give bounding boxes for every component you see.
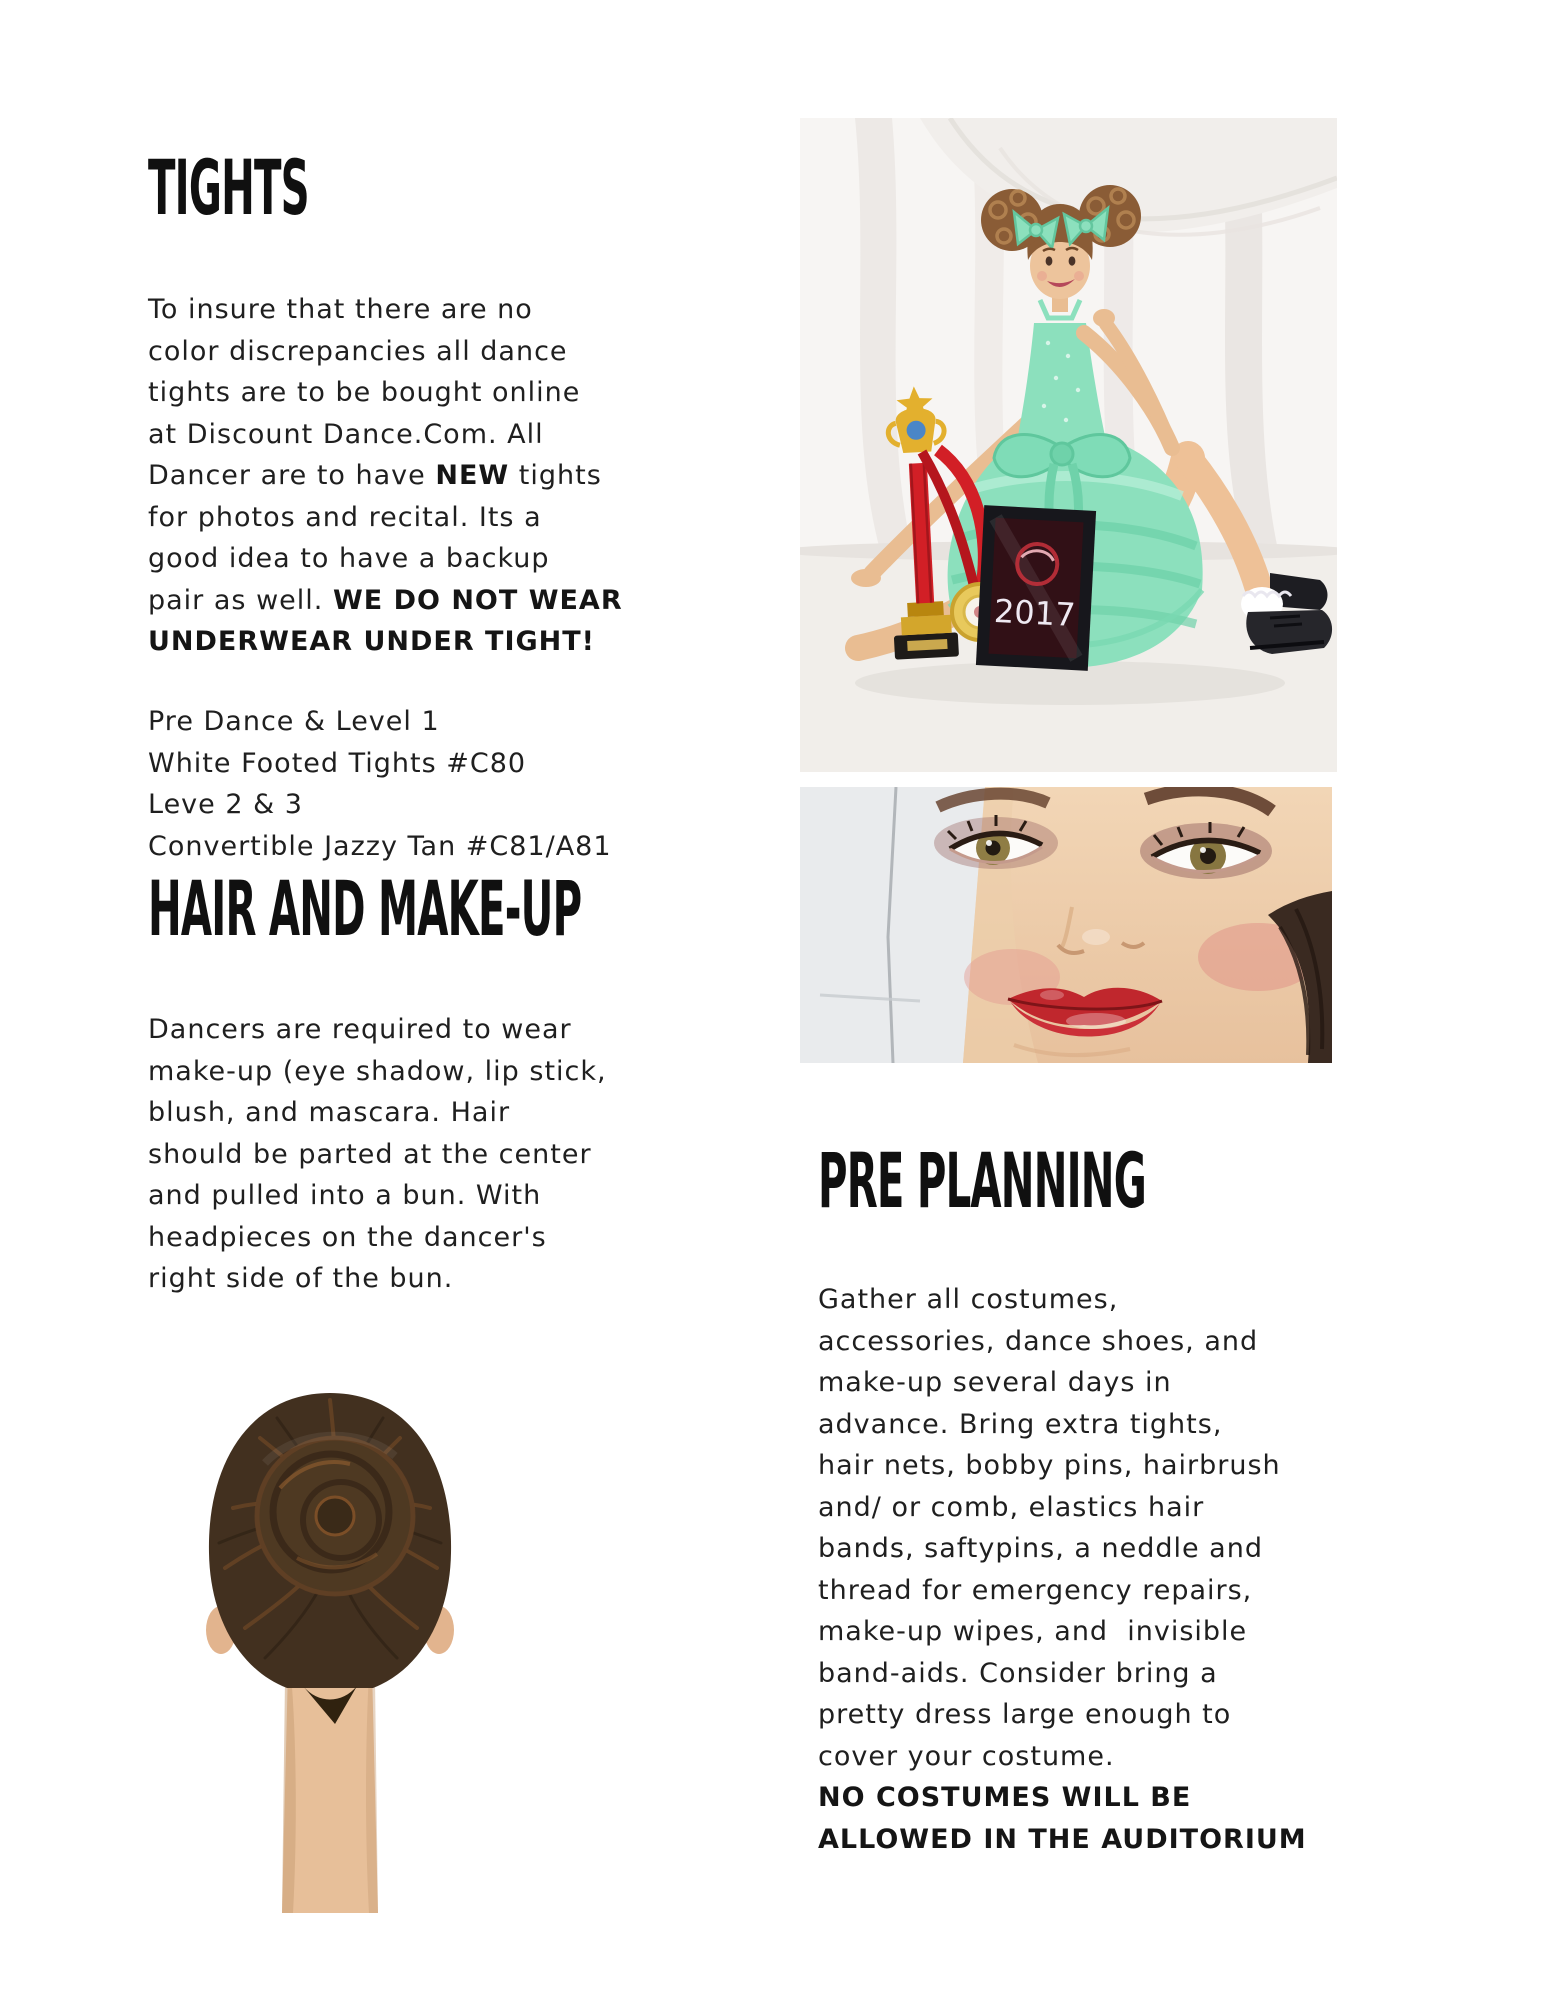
text-line: White Footed Tights #C80 (148, 747, 527, 779)
text-line: at Discount Dance.Com. All (148, 418, 544, 450)
section-heading-tights-label: TIGHTS (148, 143, 309, 232)
dancer-photo (800, 118, 1337, 772)
text-line: make-up (eye shadow, lip stick, (148, 1055, 607, 1087)
section-heading-hair-and-makeup-label: HAIR AND MAKE-UP (148, 864, 582, 953)
text-line: Dancer are to have NEW tights (148, 460, 602, 491)
hair-mass (209, 1393, 451, 1724)
makeup-closeup-photo (800, 787, 1332, 1063)
text-line: To insure that there are no (148, 294, 533, 325)
text-line: pretty dress large enough to (818, 1699, 1232, 1730)
svg-text:2017: 2017 (993, 591, 1077, 635)
text-line: NO COSTUMES WILL BE (818, 1782, 1192, 1813)
text-line: good idea to have a backup (148, 543, 550, 574)
text-line: Gather all costumes, (818, 1284, 1119, 1315)
hair-bun-illustration (185, 1368, 475, 1913)
text-line: advance. Bring extra tights, (818, 1408, 1223, 1440)
text-line: and/ or comb, elastics hair (818, 1491, 1205, 1523)
text-line: blush, and mascara. Hair (148, 1097, 511, 1128)
hair-bun-photo (185, 1368, 475, 1913)
text-line: for photos and recital. Its a (148, 501, 542, 533)
text-line: right side of the bun. (148, 1263, 454, 1294)
text-line: UNDERWEAR UNDER TIGHT! (148, 626, 595, 657)
makeup-photo-illustration (800, 787, 1332, 1063)
text-line: Leve 2 & 3 (148, 789, 303, 820)
dancer-photo-illustration (800, 118, 1337, 772)
text-line: hair nets, bobby pins, hairbrush (818, 1450, 1281, 1481)
text-line: bands, saftypins, a neddle and (818, 1533, 1263, 1564)
text-line: and pulled into a bun. With (148, 1180, 542, 1211)
tights-paragraph (148, 289, 748, 663)
text-line: thread for emergency repairs, (818, 1574, 1253, 1606)
text-line: make-up wipes, and invisible (818, 1616, 1248, 1647)
section-heading-pre-planning-label: PRE PLANNING (818, 1136, 1146, 1225)
hair-and-makeup-paragraph (148, 1009, 748, 1300)
text-line: band-aids. Consider bring a (818, 1657, 1218, 1689)
text-line: color discrepancies all dance (148, 335, 568, 367)
text-line: Pre Dance & Level 1 (148, 706, 440, 737)
text-line: ALLOWED IN THE AUDITORIUM (818, 1823, 1307, 1855)
pre-planning-paragraph (818, 1279, 1418, 1860)
text-line: make-up several days in (818, 1367, 1172, 1398)
text-line: accessories, dance shoes, and (818, 1325, 1259, 1357)
text-line: should be parted at the center (148, 1138, 592, 1170)
text-line: tights are to be bought online (148, 377, 581, 408)
text-line: pair as well. WE DO NOT WEAR (148, 584, 623, 616)
award-frame (976, 505, 1096, 671)
tights-levels-list (148, 701, 748, 867)
text-line: cover your costume. (818, 1740, 1115, 1772)
section-heading-pre-planning (818, 1136, 1437, 1225)
text-line: Convertible Jazzy Tan #C81/A81 (148, 830, 612, 862)
text-line: headpieces on the dancer's (148, 1221, 547, 1253)
section-heading-tights (148, 143, 452, 232)
text-line: Dancers are required to wear (148, 1014, 572, 1045)
